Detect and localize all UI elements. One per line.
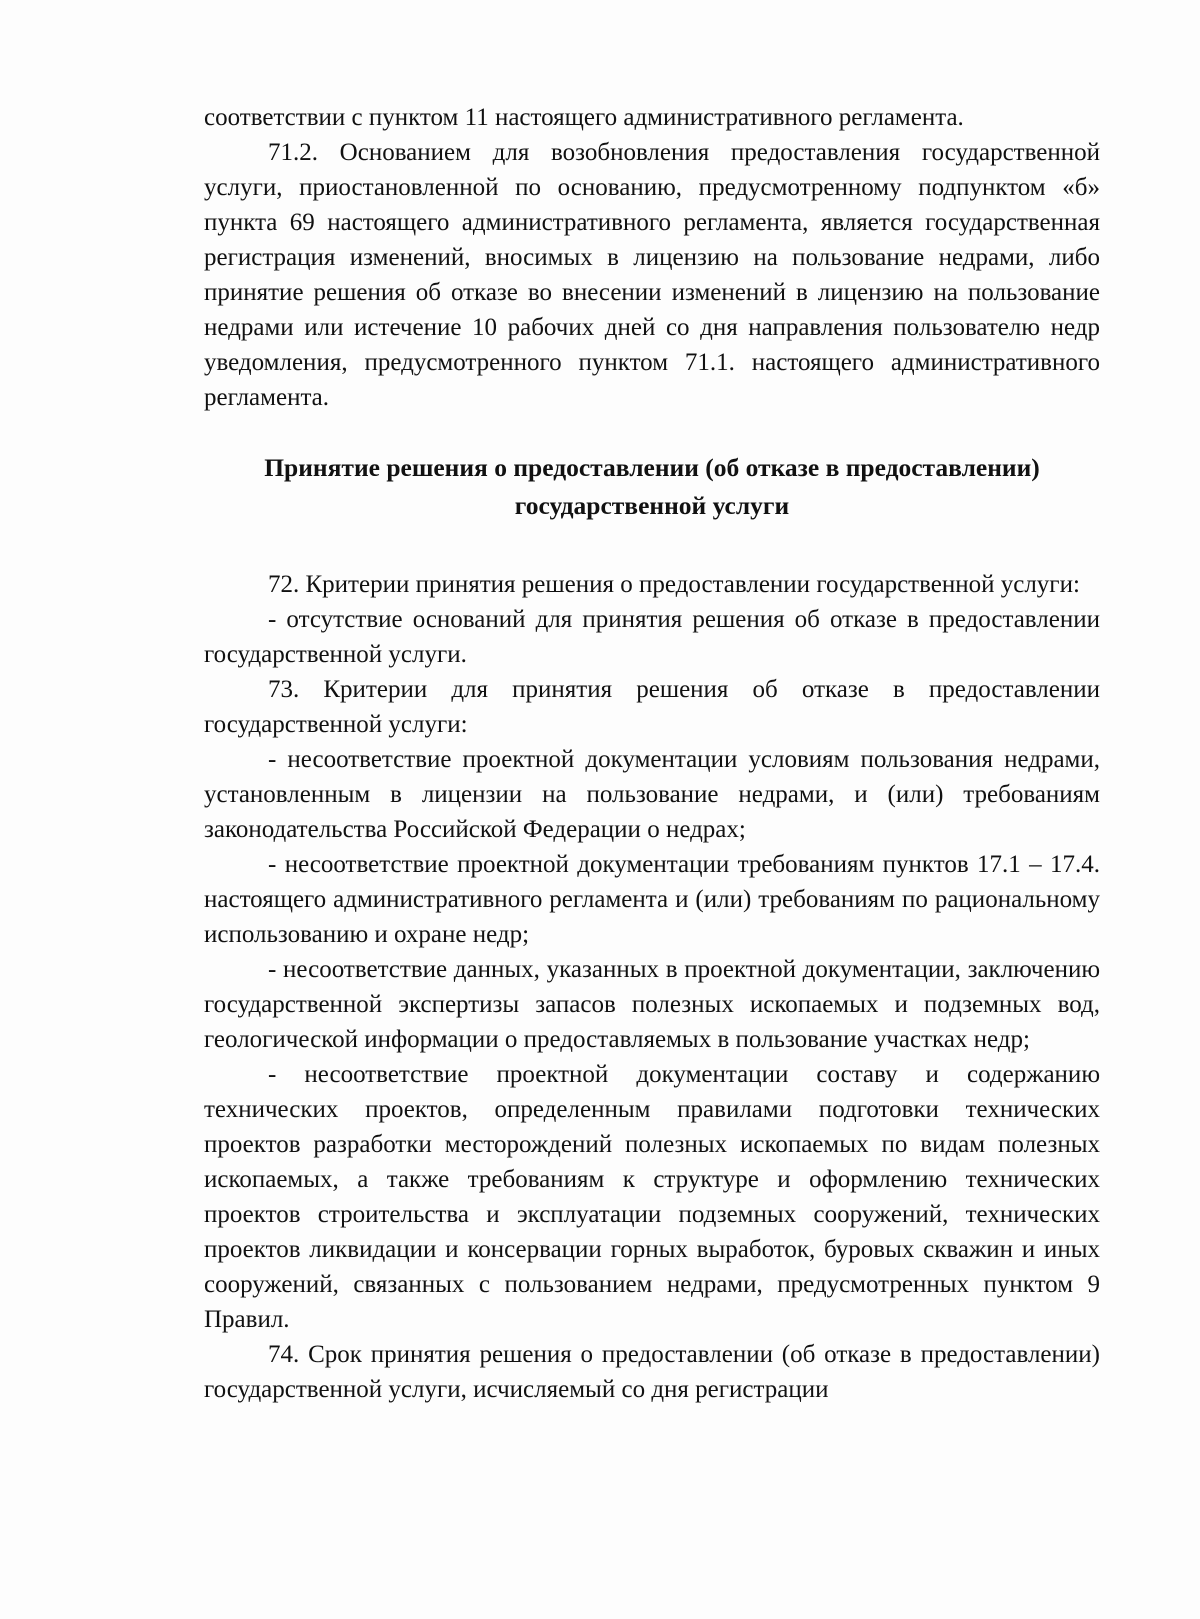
paragraph-72: 72. Критерии принятия решения о предоставлении государственной услуги: — [268, 571, 1080, 598]
paragraph-73: 73. Критерии для принятия решения об отказе в предоставлении государственной услуги: — [204, 676, 1100, 738]
paragraph-71-2: 71.2. Основанием для возобновления предоставления государственной услуги, приостановленной по основанию, предусмотренному подпунктом «б» пункта 69 настоящего административного регламента, является государственная регистрация изменений, вносимых в лицензию на пользование недрами, либо принятие решения об отказе во внесении изменений в лицензию на пользование недрами или истечение 10 рабочих дней со дня направления пользователю недр уведомления, предусмотренного пунктом 71.1. настоящего административного регламента. — [204, 139, 1100, 411]
paragraph-72-item-1: - отсутствие оснований для принятия решения об отказе в предоставлении государственной услуги. — [204, 606, 1100, 668]
paragraph-73-item-4: - несоответствие проектной документации составу и содержанию технических проектов, определенным правилами подготовки технических проектов разработки месторождений полезных ископаемых по видам полезных ископаемых, а также требованиям к структуре и оформлению технических проектов строительства и эксплуатации подземных сооружений, технических проектов ликвидации и консервации горных выработок, буровых скважин и иных сооружений, связанных с пользованием недрами, предусмотренных пунктом 9 Правил. — [204, 1061, 1100, 1333]
paragraph-73-item-1: - несоответствие проектной документации условиям пользования недрами, установленным в лицензии на пользование недрами, и (или) требованиям законодательства Российской Федерации о недрах; — [204, 746, 1100, 843]
section-heading — [204, 449, 1100, 525]
section-heading-line-1: Принятие решения о предоставлении (об отказе в предоставлении) — [264, 453, 1040, 482]
document-body — [204, 100, 1100, 1407]
continuation-paragraph: соответствии с пунктом 11 настоящего административного регламента. — [204, 104, 964, 131]
paragraph-73-item-3: - несоответствие данных, указанных в проектной документации, заключению государственной экспертизы запасов полезных ископаемых и подземных вод, геологической информации о предоставляемых в пользование участках недр; — [204, 956, 1100, 1053]
paragraph-74: 74. Срок принятия решения о предоставлении (об отказе в предоставлении) государственной услуги, исчисляемый со дня регистрации — [204, 1341, 1100, 1403]
section-heading-line-2: государственной услуги — [514, 491, 790, 520]
paragraph-73-item-2: - несоответствие проектной документации требованиям пунктов 17.1 – 17.4. настоящего административного регламента и (или) требованиям по рациональному использованию и охране недр; — [204, 851, 1100, 948]
